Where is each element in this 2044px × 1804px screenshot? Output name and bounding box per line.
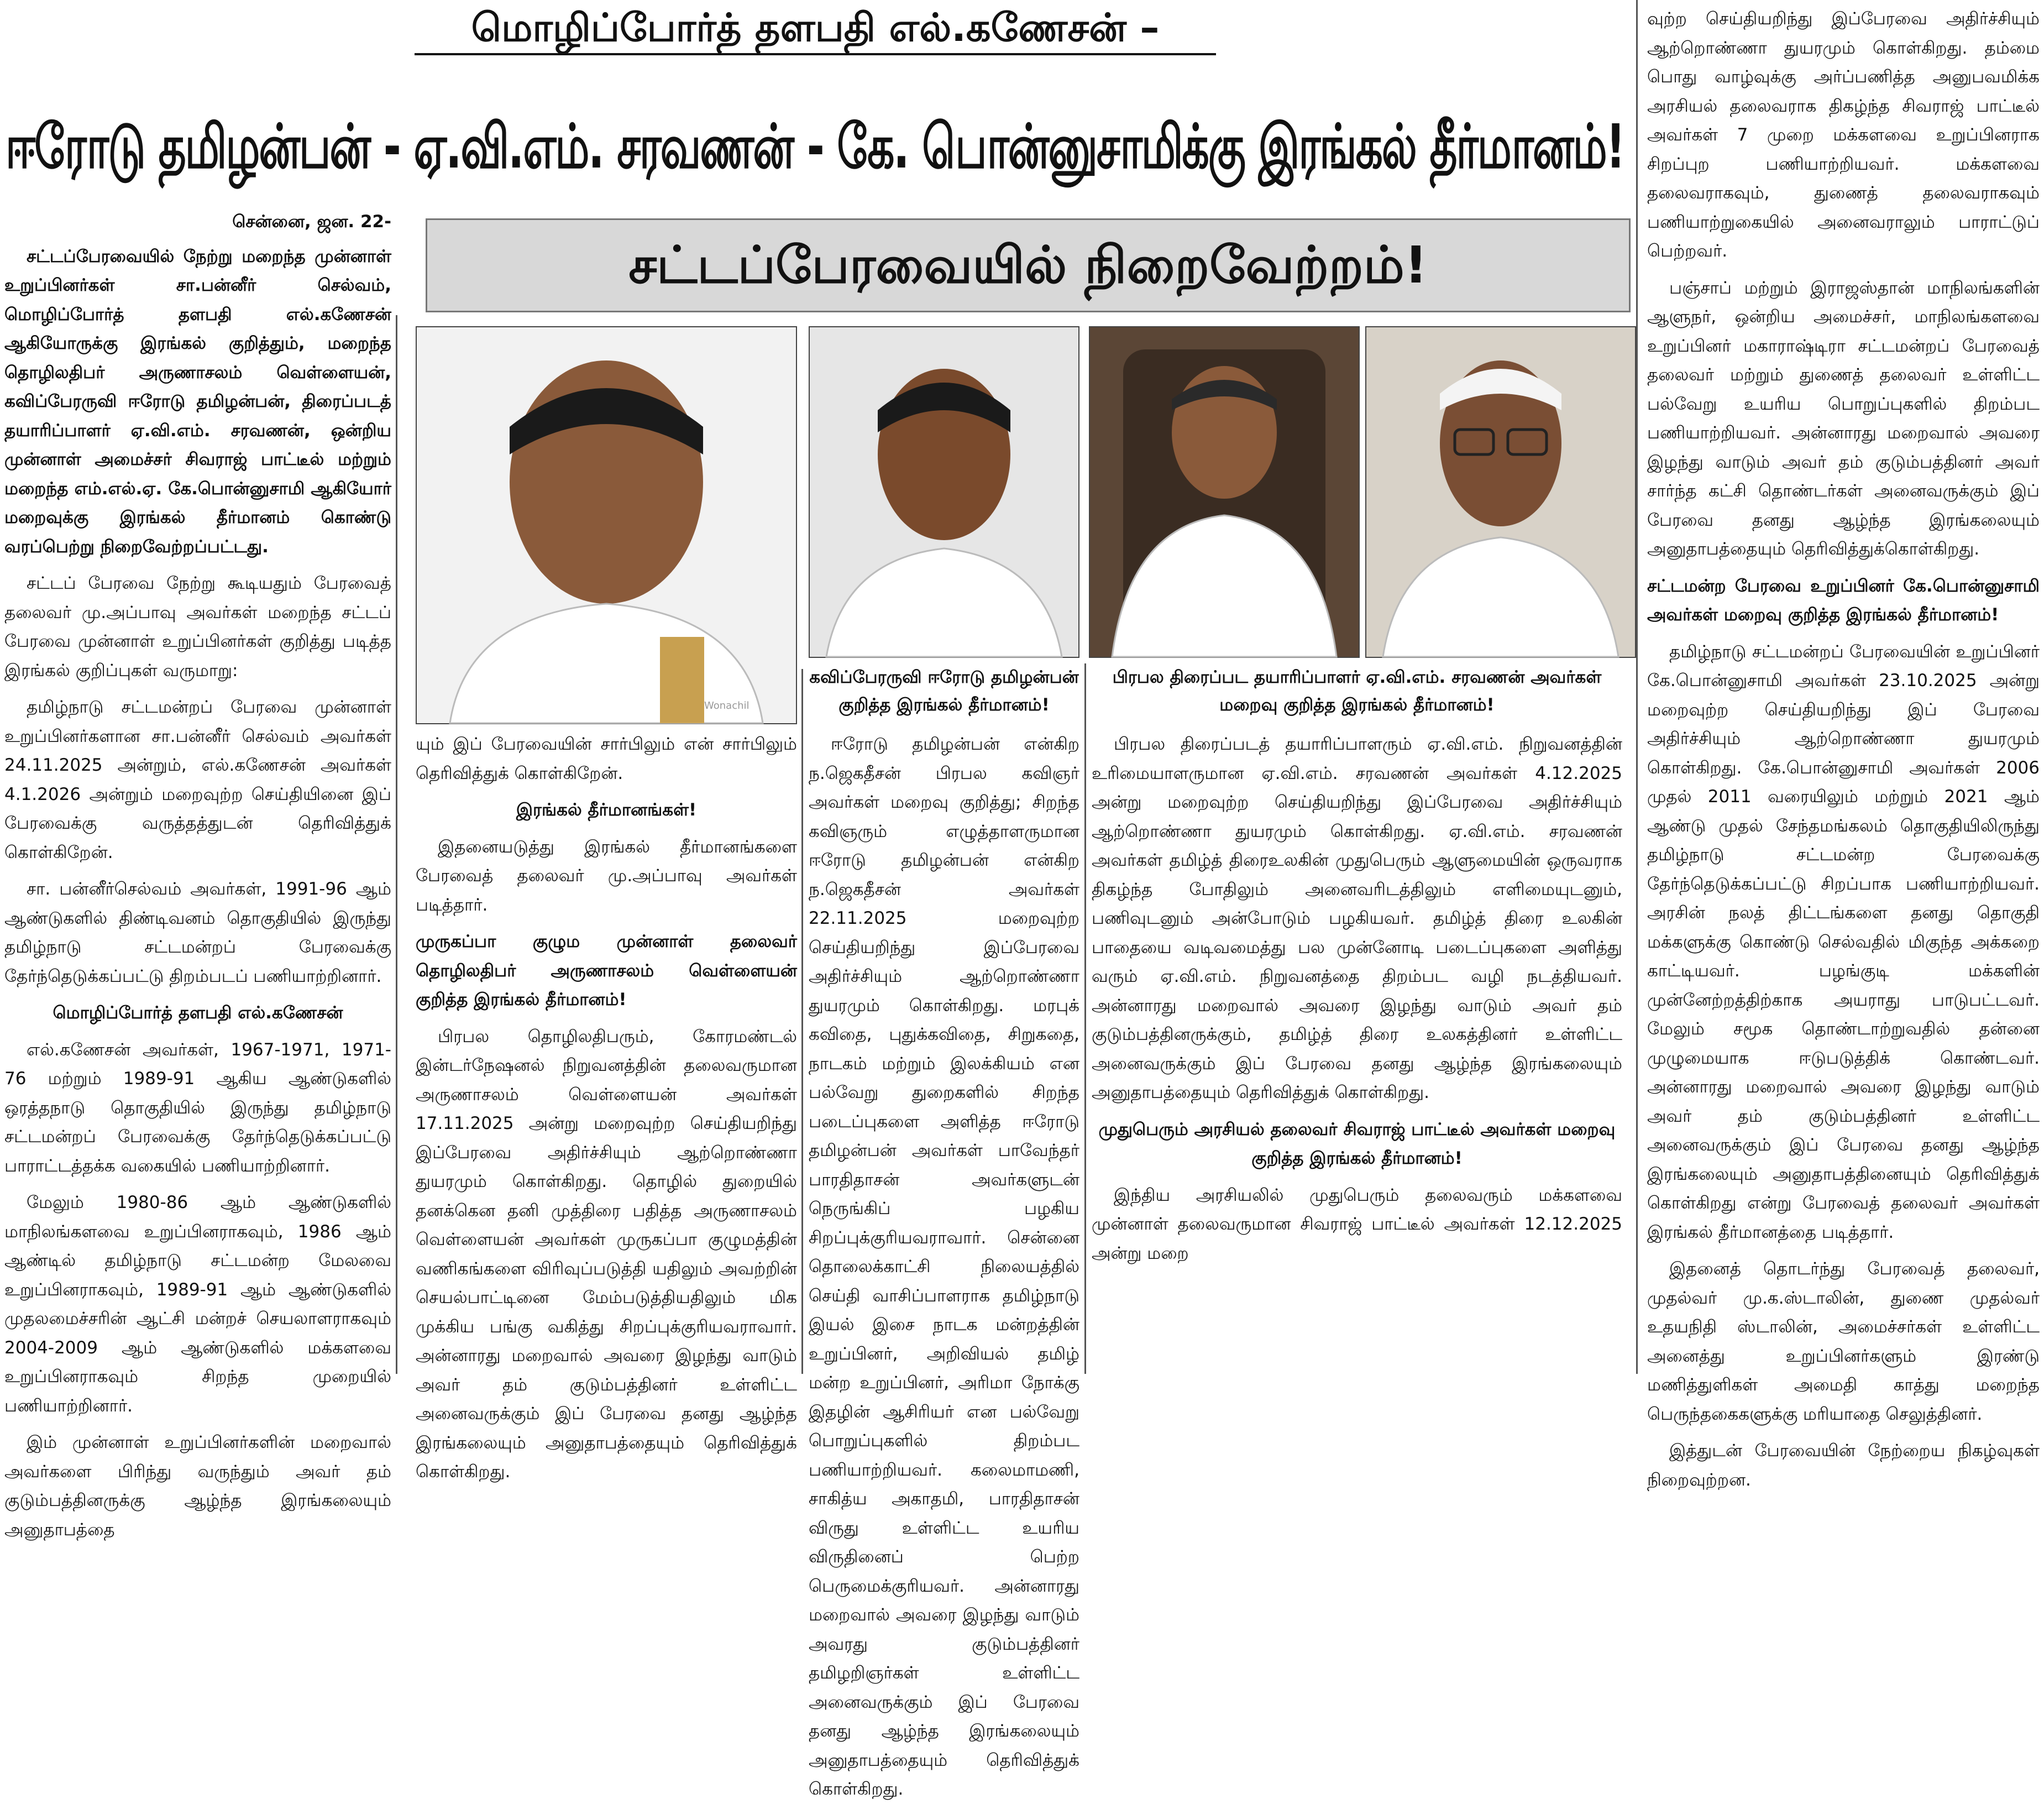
paragraph: பஞ்சாப் மற்றும் இராஜஸ்தான் மாநிலங்களின் ஆளுநர், ஒன்றிய அமைச்சர், மாநிலங்களவை உறுப்பினர் மகாராஷ்டிரா சட்டமன்றப் பேரவைத் தலைவர் மற்றும் துணைத் தலைவர் உள்ளிட்ட பல்வேறு உயரிய பொறுப்புகளில் திறம்பட பணியாற்றியவர். அன்னாரது மறைவால் அவரை இழந்து வாடும் அவர் தம் குடும்பத்தினர் அவர் சார்ந்த கட்சி தொண்டர்கள் அனைவருக்கும் இப் பேரவை தனது ஆழ்ந்த இரங்கலையும் அனுதாபத்தையும் தெரிவித்துக்கொள்கிறது.: [1647, 278, 2040, 559]
dateline: சென்னை, ஜன. 22-: [232, 212, 391, 232]
paragraph: பிரபல தொழிலதிபரும், கோரமண்டல் இன்டர்நேஷனல் நிறுவனத்தின் தலைவருமான அருணாசலம் வெள்ளையன் அவர்கள் 17.11.2025 அன்று மறைவுற்ற செய்தியறிந்து இப்பேரவை அதிர்ச்சியும் ஆற்றொண்ணா துயரமும் கொள்கிறது. தொழில் துறையில் தனக்கென தனி முத்திரை பதித்த அருணாசலம் வெள்ளையன் அவர்கள் முருகப்பா குழுமத்தின் வணிகங்களை விரிவுப்படுத்தி யதிலும் அவற்றின் செயல்பாட்டினை மேம்படுத்தியதிலும் மிக முக்கிய பங்கு வகித்து சிறப்புக்குரியவராவார். அன்னாரது மறைவால் அவரை இழந்து வாடும் அவர் தம் குடும்பத்தினர் உள்ளிட்ட அனைவருக்கும் இப் பேரவை தனது ஆழ்ந்த இரங்கலையும் அனுதாபத்தையும் தெரிவித்துக் கொள்கிறது.: [416, 1026, 797, 1482]
subheadline-box: [426, 218, 1631, 312]
paragraph: யும் இப் பேரவையின் சார்பிலும் என் சார்பிலும் தெரிவித்துக் கொள்கிறேன்.: [416, 734, 797, 783]
kicker: மொழிப்போர்த் தளபதி எல்.கணேசன் –: [415, 2, 1216, 55]
paragraph: பிரபல திரைப்படத் தயாரிப்பாளரும் ஏ.வி.எம். நிறுவனத்தின் உரிமையாளருமான ஏ.வி.எம். சரவணன் அவர்கள் 4.12.2025 அன்று மறைவுற்ற செய்தியறிந்து இப்பேரவை அதிர்ச்சியும் ஆற்றொண்ணா துயரமும் கொள்கிறது. ஏ.வி.எம். சரவணன் அவர்கள் தமிழ்த் திரைஉலகின் முதுபெரும் ஆளுமையின் ஒருவராக திகழ்ந்த போதிலும் அனைவரிடத்திலும் எளிமையுடனும், பணிவுடனும் அன்போடும் பழகியவர். தமிழ்த் திரை உலகின் பாதையை வடிவமைத்து பல முன்னோடி படைப்புகளை அளித்து வரும் ஏ.வி.எம். நிறுவனத்தை திறம்பட வழி நடத்தியவர். அன்னாரது மறைவால் அவரை இழந்து வாடும் அவர் தம் குடும்பத்தினருக்கும், தமிழ்த் திரை உலகத்தினர் உள்ளிட்ட அனைவருக்கும் இப் பேரவை தனது ஆழ்ந்த இரங்கலையும் அனுதாபத்தையும் தெரிவித்துக் கொள்கிறது.: [1092, 734, 1622, 1102]
paragraph: வுற்ற செய்தியறிந்து இப்பேரவை அதிர்ச்சியும் ஆற்றொண்ணா துயரமும் கொள்கிறது. தம்மை பொது வாழ்வுக்கு அர்ப்பணித்த அனுபவமிக்க அரசியல் தலைவராக திகழ்ந்த சிவராஜ் பாட்டீல் அவர்கள் 7 முறை மக்களவை உறுப்பினராக சிறப்புற பணியாற்றியவர். மக்களவை தலைவராகவும், துணைத் தலைவராகவும் பணியாற்றுகையில் அனைவராலும் பாராட்டுப் பெற்றவர்.: [1647, 9, 2040, 261]
portrait-photo-icon: [1090, 327, 1359, 657]
headline: ஈரோடு தமிழன்பன் - ஏ.வி.எம். சரவணன் - கே. பொன்னுசாமிக்கு இரங்கல் தீர்மானம்!: [6, 111, 1624, 182]
paragraph: தமிழ்நாடு சட்டமன்றப் பேரவையின் உறுப்பினர் கே.பொன்னுசாமி அவர்கள் 23.10.2025 அன்று மறைவுற்ற செய்தியறிந்து இப் பேரவை அதிர்ச்சியும் ஆற்றொண்ணா துயரமும் கொள்கிறது. கே.பொன்னுசாமி அவர்கள் 2006 முதல் 2011 வரையிலும் மற்றும் 2021 ஆம் ஆண்டு முதல் சேந்தமங்கலம் தொகுதியிலிருந்து தமிழ்நாடு சட்டமன்ற பேரவைக்கு தேர்ந்தெடுக்கப்பட்டு சிறப்பாக பணியாற்றியவர். அரசின் நலத் திட்டங்களை தனது தொகுதி மக்களுக்கு கொண்டு செல்வதில் மிகுந்த அக்கறை காட்டியவர். பழங்குடி மக்களின் முன்னேற்றத்திற்காக அயராது பாடுபட்டவர். மேலும் சமூக தொண்டாற்றுவதில் தன்னை முழுமையாக ஈடுபடுத்திக் கொண்டவர். அன்னாரது மறைவால் அவரை இழந்து வாடும் அவர் தம் குடும்பத்தினர் உள்ளிட்ட அனைவருக்கும் இப் பேரவை தனது ஆழ்ந்த இரங்கலையும் அனுதாபத்தினையும் தெரிவித்துக் கொள்கிறது என்று பேரவைத் தலைவர் அவர்கள் இரங்கல் தீர்மானத்தை படித்தார்.: [1647, 641, 2040, 1242]
paragraph: மேலும் 1980-86 ஆம் ஆண்டுகளில் மாநிலங்களவை உறுப்பினராகவும், 1986 ஆம் ஆண்டில் தமிழ்நாடு சட்டமன்ற மேலவை உறுப்பினராகவும், 1989-91 ஆம் ஆண்டுகளில் முதலமைச்சரின் ஆட்சி மன்றச் செயலாளராகவும் 2004-2009 ஆம் ஆண்டுகளில் மக்களவை உறுப்பினராகவும் சிறந்த முறையில் பணியாற்றினார்.: [4, 1193, 391, 1416]
subheading: சட்டமன்ற பேரவை உறுப்பினர் கே.பொன்னுசாமி அவர்கள் மறைவு குறித்த இரங்கல் தீர்மானம்!: [1647, 576, 2040, 625]
column-3: [809, 730, 1079, 1799]
portrait-photo: [416, 326, 797, 724]
column-1: [4, 207, 391, 1540]
column-rule: [1084, 663, 1086, 1374]
paragraph: இத்துடன் பேரவையின் நேற்றைய நிகழ்வுகள் நிறைவுற்றன.: [1647, 1441, 2040, 1490]
portrait-photo-icon: [417, 327, 796, 723]
watermark: Wonachil: [704, 700, 750, 712]
paragraph: ஈரோடு தமிழன்பன் என்கிற ந.ஜெகதீசன் பிரபல கவிஞர் அவர்கள் மறைவு குறித்து; சிறந்த கவிஞரும் எழுத்தாளருமான ஈரோடு தமிழன்பன் என்கிற ந.ஜெகதீசன் அவர்கள் 22.11.2025 மறைவுற்ற செய்தியறிந்து இப்பேரவை அதிர்ச்சியும் ஆற்றொண்ணா துயரமும் கொள்கிறது. மரபுக் கவிதை, புதுக்கவிதை, சிறுகதை, நாடகம் மற்றும் இலக்கியம் என பல்வேறு துறைகளில் சிறந்த படைப்புகளை அளித்த ஈரோடு தமிழன்பன் அவர்கள் பாவேந்தர் பாரதிதாசன் அவர்களுடன் நெருங்கிப் பழகிய சிறப்புக்குரியவராவார். சென்னை தொலைக்காட்சி நிலையத்தில் செய்தி வாசிப்பாளராக தமிழ்நாடு இயல் இசை நாடக மன்றத்தின் உறுப்பினர், அறிவியல் தமிழ் மன்ற உறுப்பினர், அரிமா நோக்கு இதழின் ஆசிரியர் என பல்வேறு பொறுப்புகளில் திறம்பட பணியாற்றியவர். கலைமாமணி, சாகித்ய அகாதமி, பாரதிதாசன் விருது உள்ளிட்ட உயரிய விருதினைப் பெற்ற பெருமைக்குரியவர். அன்னாரது மறைவால் அவரை இழந்து வாடும் அவரது குடும்பத்தினர் தமிழறிஞர்கள் உள்ளிட்ட அனைவருக்கும் இப் பேரவை தனது ஆழ்ந்த இரங்கலையும் அனுதாபத்தையும் தெரிவித்துக் கொள்கிறது.: [809, 734, 1079, 1799]
column-5: [1647, 4, 2040, 1490]
paragraph: எல்.கணேசன் அவர்கள், 1967-1971, 1971-76 மற்றும் 1989-91 ஆகிய ஆண்டுகளில் ஒரத்தநாடு தொகுதியில் இருந்து தமிழ்நாடு சட்டமன்றப் பேரவைக்கு தேர்ந்தெடுக்கப்பட்டு பாராட்டத்தக்க வகையில் பணியாற்றினார்.: [4, 1039, 391, 1176]
paragraph: சா. பன்னீர்செல்வம் அவர்கள், 1991-96 ஆம் ஆண்டுகளில் திண்டிவனம் தொகுதியில் இருந்து தமிழ்நாடு சட்டமன்றப் பேரவைக்கு தேர்ந்தெடுக்கப்பட்டு திறம்படப் பணியாற்றினார்.: [4, 879, 391, 986]
column-rule: [396, 315, 397, 1374]
paragraph: இந்திய அரசியலில் முதுபெரும் தலைவரும் மக்களவை முன்னாள் தலைவருமான சிவராஜ் பாட்டீல் அவர்கள் 12.12.2025 அன்று மறை: [1092, 1185, 1622, 1263]
photo-caption: பிரபல திரைப்பட தயாரிப்பாளர் ஏ.வி.எம். சரவணன் அவர்கள் மறைவு குறித்த இரங்கல் தீர்மானம்!: [1112, 667, 1602, 715]
portrait-photo-icon: [810, 327, 1078, 657]
subheading: முருகப்பா குழும முன்னாள் தலைவர் தொழிலதிபர் அருணாசலம் வெள்ளையன் குறித்த இரங்கல் தீர்மானம்!: [416, 932, 797, 1010]
subheading: மொழிப்போர்த் தளபதி எல்.கணேசன்: [53, 1003, 343, 1023]
column-rule: [801, 669, 803, 1374]
photo-caption: கவிப்பேரருவி ஈரோடு தமிழன்பன் குறித்த இரங்கல் தீர்மானம்!: [809, 667, 1079, 715]
lead-paragraph: சட்டப்பேரவையில் நேற்று மறைந்த முன்னாள் உறுப்பினர்கள் சா.பன்னீர் செல்வம், மொழிப்போர்த் தளபதி எல்.கணேசன் ஆகியோருக்கு இரங்கல் குறித்தும், மறைந்த தொழிலதிபர் அருணாசலம் வெள்ளையன், கவிப்பேரருவி ஈரோடு தமிழன்பன், திரைப்படத் தயாரிப்பாளர் ஏ.வி.எம். சரவணன், ஒன்றிய முன்னாள் அமைச்சர் சிவராஜ் பாட்டீல் மற்றும் மறைந்த எம்.எல்.ஏ. கே.பொன்னுசாமி ஆகியோர் மறைவுக்கு இரங்கல் தீர்மானம் கொண்டு வரப்பெற்று நிறைவேற்றப்பட்டது.: [4, 246, 391, 557]
portrait-photo-icon: [1366, 327, 1635, 657]
paragraph: இதனைத் தொடர்ந்து பேரவைத் தலைவர், முதல்வர் மு.க.ஸ்டாலின், துணை முதல்வர் உதயநிதி ஸ்டாலின், அமைச்சர்கள் உள்ளிட்ட அனைத்து உறுப்பினர்களும் இரண்டு மணித்துளிகள் அமைதி காத்து மறைந்த பெருந்தகைகளுக்கு மரியாதை செலுத்தினர்.: [1647, 1259, 2040, 1424]
subheadline: சட்டப்பேரவையில் நிறைவேற்றம்!: [628, 236, 1428, 295]
paragraph: இதனையடுத்து இரங்கல் தீர்மானங்களை பேரவைத் தலைவர் மு.அப்பாவு அவர்கள் படித்தார்.: [416, 836, 797, 915]
paragraph: இம் முன்னாள் உறுப்பினர்களின் மறைவால் அவர்களை பிரிந்து வருந்தும் அவர் தம் குடும்பத்தினருக்கு ஆழ்ந்த இரங்கலையும் அனுதாபத்தை: [4, 1432, 391, 1540]
paragraph: சட்டப் பேரவை நேற்று கூடியதும் பேரவைத் தலைவர் மு.அப்பாவு அவர்கள் மறைந்த சட்டப் பேரவை முன்னாள் உறுப்பினர்கள் குறித்து படித்த இரங்கல் குறிப்புகள் வருமாறு:: [4, 573, 391, 681]
paragraph: தமிழ்நாடு சட்டமன்றப் பேரவை முன்னாள் உறுப்பினர்களான சா.பன்னீர் செல்வம் அவர்கள் 24.11.2025 அன்றும், எல்.கணேசன் அவர்கள் 4.1.2026 அன்றும் மறைவுற்ற செய்தியினை இப் பேரவைக்கு வருத்தத்துடன் தெரிவித்துக் கொள்கிறேன்.: [4, 697, 391, 862]
column-2: [416, 730, 797, 1482]
column-4: [1092, 730, 1622, 1374]
subheading: இரங்கல் தீர்மானங்கள்!: [516, 800, 697, 820]
portrait-photo: [1089, 326, 1360, 658]
portrait-photo: [1365, 326, 1636, 658]
column-rule: [1636, 0, 1638, 1374]
portrait-photo: [809, 326, 1079, 658]
subheading: முதுபெரும் அரசியல் தலைவர் சிவராஜ் பாட்டீல் அவர்கள் மறைவு குறித்த இரங்கல் தீர்மானம்!: [1098, 1119, 1616, 1168]
